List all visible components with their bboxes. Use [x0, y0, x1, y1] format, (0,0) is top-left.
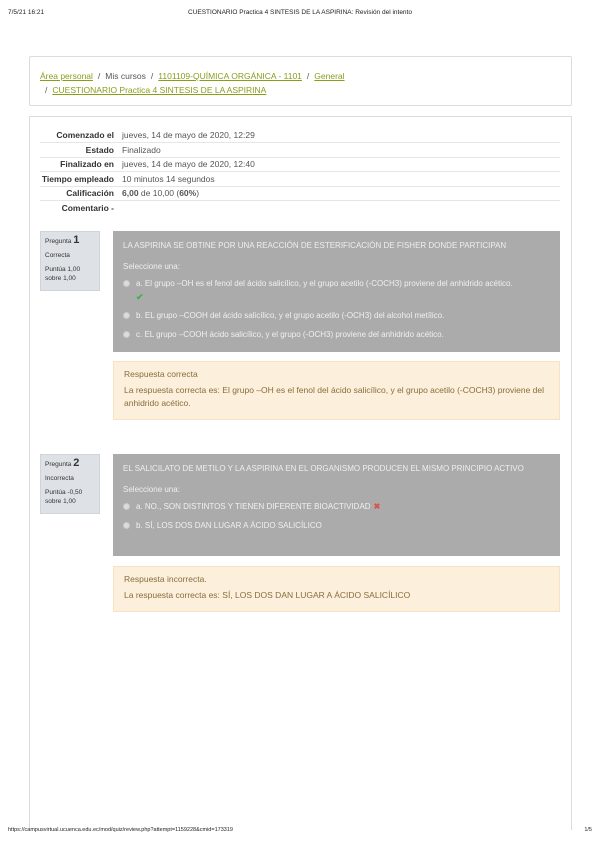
summary-value: 10 minutos 14 segundos [122, 172, 560, 187]
summary-key: Calificación [40, 186, 122, 201]
feedback-correct-answer: La respuesta correcta es: El grupo –OH es el fenol del ácido salicílico, y el grupo acetilo (-COCH3) proviene del anhidrido acético. [124, 385, 545, 408]
question-2-info [40, 454, 100, 514]
radio-button[interactable] [123, 522, 130, 529]
breadcrumb-separator: / [306, 71, 310, 81]
summary-row-started [40, 128, 560, 143]
summary-value: jueves, 14 de mayo de 2020, 12:29 [122, 130, 255, 140]
feedback-status: Respuesta incorrecta. [124, 574, 207, 584]
question-score: Puntúa -0,50 [45, 489, 83, 496]
summary-row-finished [40, 157, 560, 172]
question-text: LA ASPIRINA SE OBTINE POR UNA REACCIÓN DE ESTERIFICACIÓN DE FISHER DONDE PARTICIPAN [123, 241, 507, 250]
question-1-content [113, 231, 560, 352]
summary-key: Estado [40, 143, 122, 158]
print-timestamp: 7/5/21 16:21 [8, 9, 45, 16]
question-max-score: sobre 1,00 [45, 498, 76, 505]
breadcrumb-general[interactable]: General [314, 71, 345, 81]
question-state: Correcta [45, 252, 70, 259]
print-footer [8, 827, 592, 837]
answer-option-label: a. NO., SON DISTINTOS Y TIENEN DIFERENTE BIOACTIVIDAD [136, 502, 371, 511]
print-header [8, 9, 592, 19]
answer-option-b[interactable] [123, 310, 550, 322]
question-1-feedback [113, 361, 560, 420]
question-prompt: Seleccione una: [123, 262, 180, 271]
grade-close: ) [196, 188, 200, 199]
answer-option-label: a. El grupo –OH es el fenol del ácido salicílico, y el grupo acetilo (-COCH3) proviene del anhidrido acético. [136, 279, 513, 288]
breadcrumb-separator: / [97, 71, 101, 81]
question-number: 2 [73, 457, 80, 469]
answer-option-label: b. EL grupo –COOH del ácido salicílico, y el grupo acetilo (-OCH3) del alcohol metílico. [136, 311, 445, 320]
question-1-info [40, 231, 100, 291]
question-score: Puntúa 1,00 [45, 266, 81, 273]
summary-row-grade [40, 186, 560, 201]
grade-out-of: de 10,00 ( [138, 188, 180, 199]
answer-option-a[interactable] [123, 501, 550, 513]
question-state: Incorrecta [45, 475, 74, 482]
breadcrumb-mis-cursos: Mis cursos [105, 71, 146, 81]
question-number: 1 [73, 234, 80, 246]
question-2-content [113, 454, 560, 556]
question-text: EL SALICILATO DE METILO Y LA ASPIRINA EN EL ORGANISMO PRODUCEN EL MISMO PRINCIPIO ACTIVO [123, 464, 524, 473]
feedback-correct-answer: La respuesta correcta es: SÍ, LOS DOS DAN LUGAR A ÁCIDO SALICÍLICO [124, 590, 411, 600]
print-url: https://campusvirtual.ucuenca.edu.ec/mod/quiz/review.php?attempt=1159228&cmid=173319 [8, 827, 233, 833]
attempt-summary-table [40, 128, 560, 215]
summary-key: Comentario - [40, 201, 122, 216]
breadcrumb-separator: / [45, 85, 48, 95]
question-prompt: Seleccione una: [123, 485, 180, 494]
radio-button[interactable] [123, 280, 130, 287]
grade-percent: 60% [179, 188, 197, 199]
answer-option-b[interactable] [123, 520, 550, 532]
summary-grade [122, 186, 560, 201]
answer-option-wrap [136, 278, 513, 303]
check-icon: ✔ [136, 292, 144, 302]
breadcrumb-course[interactable]: 1101109-QUÍMICA ORGÁNICA - 1101 [158, 71, 302, 81]
answer-option-label: c. EL grupo –COOH ácido salicílico, y el grupo (-OCH3) proviene del anhidrido acético. [136, 330, 444, 339]
radio-button[interactable] [123, 312, 130, 319]
summary-key: Comenzado el [56, 130, 114, 140]
answer-option-c[interactable] [123, 329, 550, 341]
breadcrumb-area-personal[interactable]: Área personal [40, 71, 93, 81]
print-title: CUESTIONARIO Practica 4 SINTESIS DE LA ASPIRINA: Revisión del intento [188, 9, 412, 16]
feedback-status: Respuesta correcta [124, 369, 198, 379]
question-label: Pregunta [45, 238, 72, 245]
breadcrumb-separator: / [150, 71, 154, 81]
summary-value: Finalizado [122, 143, 560, 158]
summary-key: Tiempo empleado [40, 172, 122, 187]
answer-option-label: b. SÍ, LOS DOS DAN LUGAR A ÁCIDO SALICÍLICO [136, 521, 322, 530]
print-page-number: 1/5 [584, 827, 592, 833]
cross-icon: ✖ [373, 502, 381, 511]
summary-value: jueves, 14 de mayo de 2020, 12:40 [122, 157, 560, 172]
summary-key: Finalizado en [40, 157, 122, 172]
summary-row-time-taken [40, 172, 560, 187]
question-max-score: sobre 1,00 [45, 275, 76, 282]
summary-value [122, 201, 560, 216]
grade-value: 6,00 [122, 188, 139, 199]
breadcrumb-quiz[interactable]: CUESTIONARIO Practica 4 SINTESIS DE LA ASPIRINA [52, 85, 267, 95]
radio-button[interactable] [123, 503, 130, 510]
question-label: Pregunta [45, 461, 72, 468]
summary-row-comment [40, 201, 560, 216]
breadcrumb [29, 56, 572, 106]
question-2-feedback [113, 566, 560, 612]
answer-option-a[interactable] [123, 278, 550, 303]
radio-button[interactable] [123, 331, 130, 338]
summary-row-state [40, 143, 560, 158]
